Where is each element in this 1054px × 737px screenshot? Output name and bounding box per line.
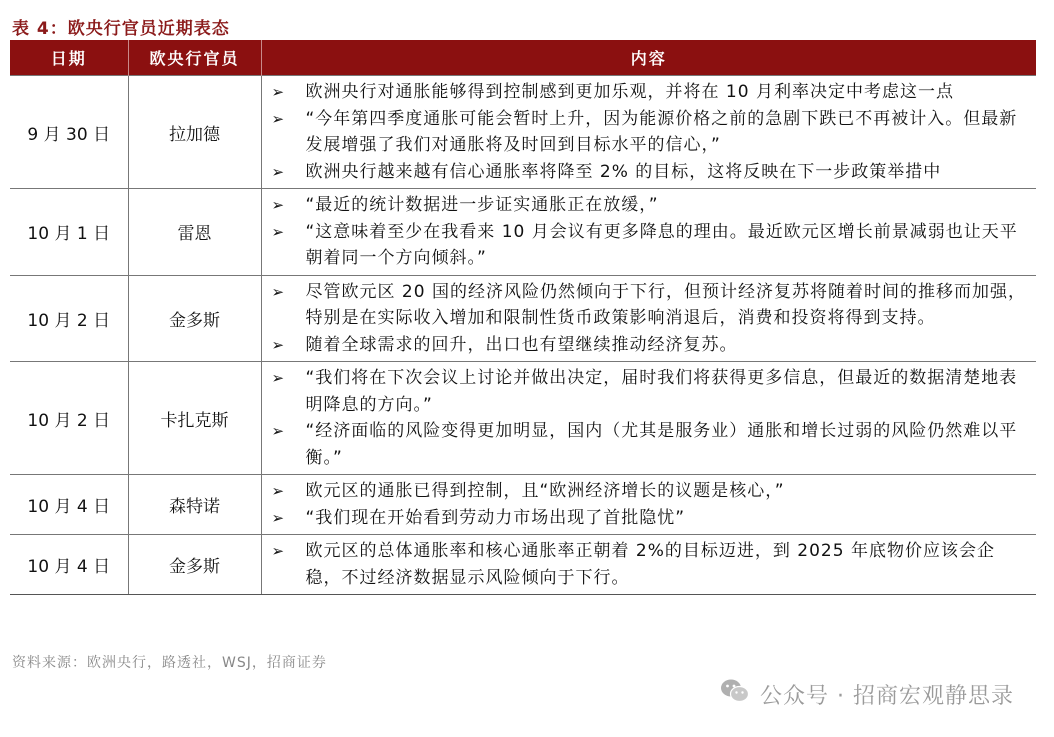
bullet-item bbox=[272, 106, 1029, 159]
date-cell: 10 月 2 日 bbox=[10, 275, 128, 362]
bullet-item bbox=[272, 505, 1029, 532]
bullet-arrow-icon: ➢ bbox=[271, 369, 285, 387]
official-cell: 卡扎克斯 bbox=[128, 362, 261, 475]
bullet-arrow-icon: ➢ bbox=[271, 282, 285, 301]
table-row bbox=[10, 535, 1036, 595]
bullet-text: “这意味着至少在我看来 10 月会议有更多降息的理由。最近欧元区增长前景减弱也让天平朝着同一个方向倾斜。” bbox=[305, 221, 1018, 268]
table-row bbox=[10, 475, 1036, 535]
header-content: 内容 bbox=[261, 40, 1036, 76]
date-cell: 10 月 2 日 bbox=[10, 362, 128, 475]
bullet-text: 欧元区的通胀已得到控制，且“欧洲经济增长的议题是核心，” bbox=[305, 481, 785, 501]
bullet-item bbox=[272, 332, 1029, 359]
bullet-item bbox=[272, 418, 1029, 471]
content-cell bbox=[261, 535, 1036, 595]
bullet-item bbox=[272, 219, 1029, 272]
bullet-item bbox=[272, 365, 1029, 418]
bullet-text: “经济面临的风险变得更加明显，国内（尤其是服务业）通胀和增长过弱的风险仍然难以平衡。” bbox=[305, 421, 1018, 468]
bullet-text: “我们将在下次会议上讨论并做出决定，届时我们将获得更多信息，但最近的数据清楚地表明降息的方向。” bbox=[305, 368, 1018, 415]
bullet-arrow-icon: ➢ bbox=[271, 482, 285, 500]
date-cell: 9 月 30 日 bbox=[10, 76, 128, 189]
bullet-item bbox=[272, 478, 1029, 505]
table-body bbox=[10, 76, 1036, 595]
official-cell: 森特诺 bbox=[128, 475, 261, 535]
bullet-arrow-icon: ➢ bbox=[271, 508, 285, 527]
bullet-arrow-icon: ➢ bbox=[271, 162, 285, 181]
official-cell: 雷恩 bbox=[128, 189, 261, 276]
statements-table bbox=[10, 40, 1036, 595]
header-row bbox=[10, 40, 1036, 76]
wechat-icon bbox=[720, 678, 750, 710]
official-cell: 拉加德 bbox=[128, 76, 261, 189]
table-row bbox=[10, 275, 1036, 362]
official-cell: 金多斯 bbox=[128, 275, 261, 362]
bullet-arrow-icon: ➢ bbox=[271, 109, 285, 128]
bullet-arrow-icon: ➢ bbox=[271, 335, 285, 354]
watermark-text: 公众号 · 招商宏观静思录 bbox=[760, 683, 1014, 709]
bullet-text: “今年第四季度通胀可能会暂时上升，因为能源价格之前的急剧下跌已不再被计入。但最新发展增强了我们对通胀将及时回到目标水平的信心，” bbox=[305, 108, 1018, 155]
table-row bbox=[10, 189, 1036, 276]
content-cell bbox=[261, 76, 1036, 189]
content-cell bbox=[261, 189, 1036, 276]
bullet-text: 尽管欧元区 20 国的经济风险仍然倾向于下行，但预计经济复苏将随着时间的推移而加强，特别是在实际收入增加和限制性货币政策影响消退后，消费和投资将得到支持。 bbox=[305, 281, 1026, 328]
official-cell: 金多斯 bbox=[128, 535, 261, 595]
bullet-arrow-icon: ➢ bbox=[271, 542, 285, 560]
bullet-arrow-icon: ➢ bbox=[271, 422, 285, 440]
bullet-text: 欧洲央行对通胀能够得到控制感到更加乐观，并将在 10 月利率决定中考虑这一点 bbox=[305, 82, 954, 102]
table-row bbox=[10, 362, 1036, 475]
header-date: 日期 bbox=[10, 40, 128, 76]
table-title: 表 4：欧央行官员近期表态 bbox=[12, 19, 230, 39]
bullet-text: “最近的统计数据进一步证实通胀正在放缓，” bbox=[305, 195, 659, 215]
bullet-text: 欧元区的总体通胀率和核心通胀率正朝着 2%的目标迈进，到 2025 年底物价应该会企稳，不过经济数据显示风险倾向于下行。 bbox=[305, 541, 995, 588]
bullet-item bbox=[272, 192, 1029, 219]
bullet-text: 欧洲央行越来越有信心通胀率将降至 2% 的目标，这将反映在下一步政策举措中 bbox=[305, 161, 942, 182]
bullet-item bbox=[272, 79, 1029, 106]
date-cell: 10 月 4 日 bbox=[10, 475, 128, 535]
date-cell: 10 月 1 日 bbox=[10, 189, 128, 276]
table-row bbox=[10, 76, 1036, 189]
watermark bbox=[720, 678, 1014, 710]
content-cell bbox=[261, 475, 1036, 535]
source-note: 资料来源：欧洲央行，路透社，WSJ，招商证券 bbox=[12, 655, 327, 671]
date-cell: 10 月 4 日 bbox=[10, 535, 128, 595]
bullet-item bbox=[272, 279, 1029, 332]
bullet-text: 随着全球需求的回升，出口也有望继续推动经济复苏。 bbox=[305, 334, 738, 355]
bullet-text: “我们现在开始看到劳动力市场出现了首批隐忧” bbox=[305, 507, 686, 528]
header-official: 欧央行官员 bbox=[128, 40, 261, 76]
bullet-arrow-icon: ➢ bbox=[271, 222, 285, 241]
content-cell bbox=[261, 275, 1036, 362]
bullet-arrow-icon: ➢ bbox=[271, 196, 285, 214]
bullet-item bbox=[272, 159, 1029, 186]
bullet-item bbox=[272, 538, 1029, 591]
bullet-arrow-icon: ➢ bbox=[271, 83, 285, 101]
content-cell bbox=[261, 362, 1036, 475]
